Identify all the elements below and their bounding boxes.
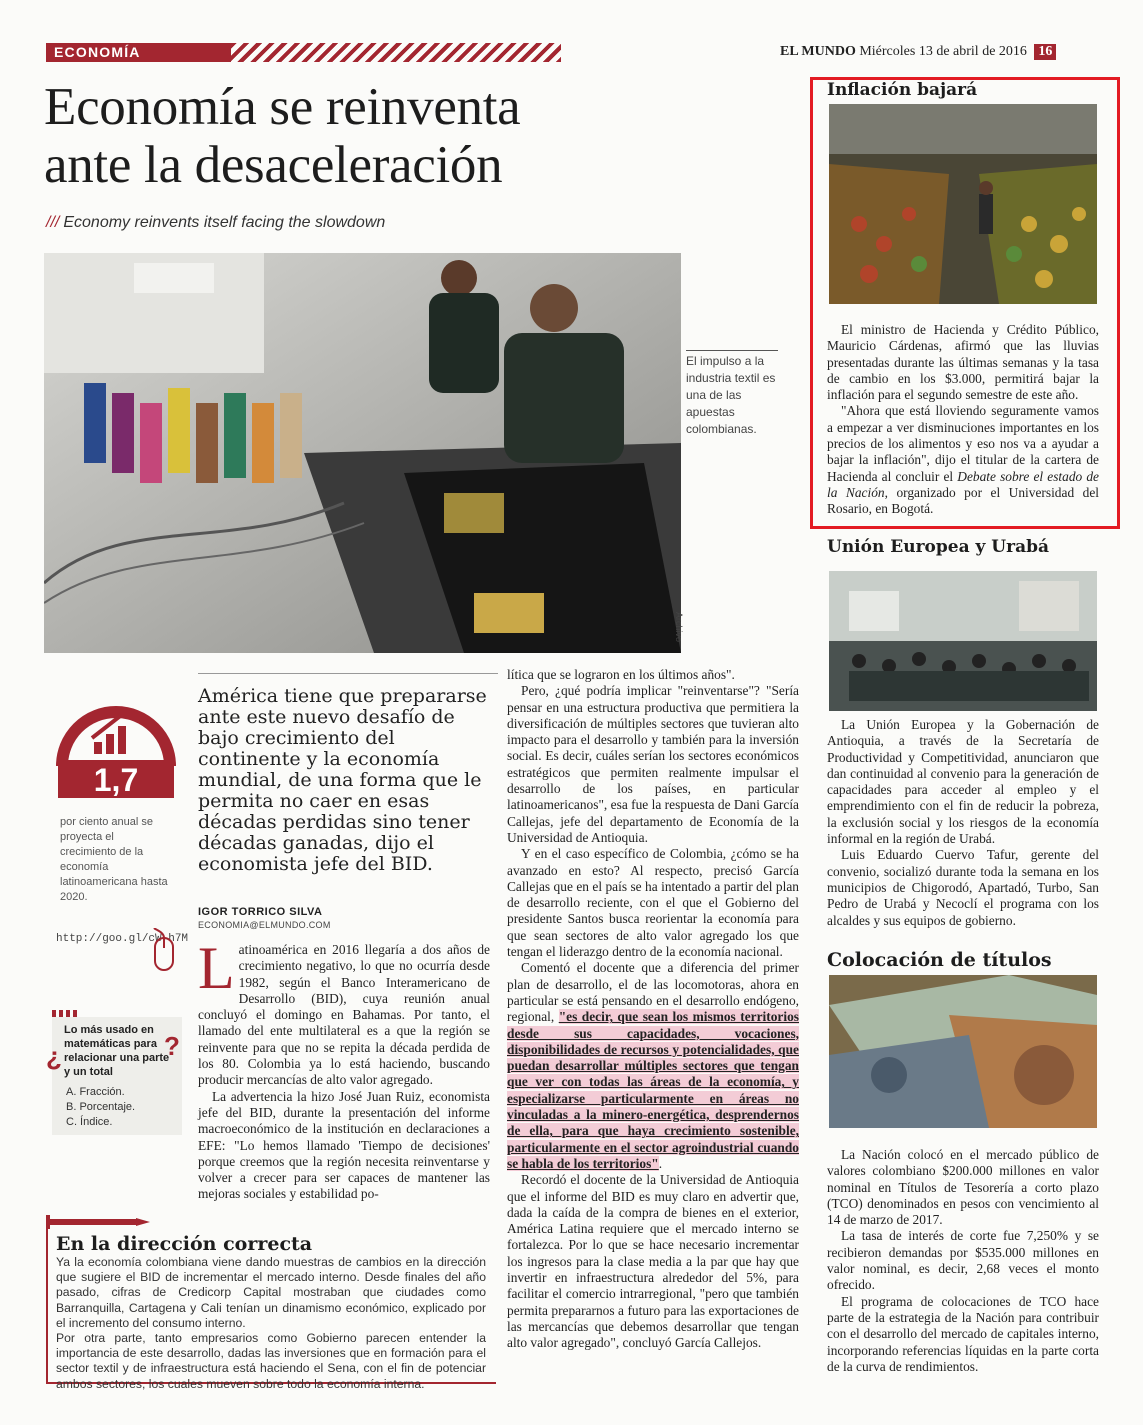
highlighted-quote: "es decir, que sean los mismos territorios desde sus capacidades, vocaciones, disponibilidades de recursos y potencialidades, que puedan desarrollar múltiples sectores que tengan que ver con todas las áreas de la economía, y especializarse particularmente en áreas no vinculadas a la minero-energética, desprendernos de ella, para que haya crecimiento sostenible, particularmente en el sector agroindustrial cuando se habla de los territorios" bbox=[507, 1009, 799, 1171]
growth-rate-value: 1,7 bbox=[93, 762, 139, 798]
meeting-photo bbox=[829, 571, 1097, 711]
paragraph: Por otra parte, tanto empresarios como Gobierno parecen entender la importancia de este desarrollo, dadas las inversiones que en formación para el sector textil y de infraestructura está haciendo el Sena, con el fin de potenciar ambos sectores, los cuales mueven sobre todo la economía interna. bbox=[56, 1331, 486, 1391]
photo-caption: El impulso a la industria textil es una de las apuestas colombianas. bbox=[686, 350, 778, 438]
article-column-1 bbox=[198, 935, 490, 1203]
subhead bbox=[46, 214, 385, 232]
event-name: Debate sobre el estado de la Nación bbox=[827, 468, 1099, 500]
masthead bbox=[780, 44, 1056, 60]
paragraph: El programa de colocaciones de TCO hace parte de la estrategia de la Nación para contribuir con el desarrollo del mercado de capitales interno, incorporando referencias líquidas en la parte corta de la curva de rendimientos. bbox=[827, 1293, 1099, 1374]
paragraph: "Ahora que está lloviendo seguramente vamos a empezar a ver disminuciones importantes en los precios de los alimentos y eso nos va a ayudar a bajar la inflación", dijo el titular de la cartera de Hacienda al concluir el Debate sobre el estado de la Nación, organizado por el Universidad del Rosario, en Bogotá. bbox=[827, 403, 1099, 517]
paragraph: lítica que se lograron en los últimos años". bbox=[507, 667, 735, 682]
quiz-option: A. Fracción. bbox=[66, 1086, 125, 1098]
headline-line-1: Economía se reinventa bbox=[44, 78, 521, 136]
paragraph: Ya la economía colombiana viene dando muestras de cambios en la dirección que sugiere el BID de incrementar el mercado interno. Desde finales del año pasado, cifras de Credicorp Capital mostraban que ciudades como Barranquilla, Cartagena y Cali tenían un dinamismo económico, explicado por el incremento del consumo interno. bbox=[56, 1255, 486, 1330]
pencil-icon bbox=[46, 1215, 156, 1229]
market-produce-photo bbox=[829, 104, 1097, 304]
lead-rule bbox=[198, 673, 498, 674]
section-tag: ECONOMÍA bbox=[46, 43, 231, 62]
photo-credit: Archivo bbox=[674, 612, 684, 643]
paragraph: El ministro de Hacienda y Crédito Público, Mauricio Cárdenas, afirmó que las lluvias presentadas durante las últimas semanas y la tasa de cambio en los $3.000, permitirá bajar la inflación para el segundo semestre de este año. bbox=[827, 322, 1099, 403]
paragraph: La advertencia la hizo José Juan Ruiz, economista jefe del BID, durante la presentación del informe macroeconómico de la institución en declaraciones a EFE: "Lo hemos llamado 'Tiempo de decisiones' porque creemos que la región necesita reinventarse y volver a crecer para ser capaces de mantener las mejoras sociales y estabilidad po- bbox=[198, 1088, 490, 1202]
quiz-option: C. Índice. bbox=[66, 1116, 113, 1128]
paragraph: Luis Eduardo Cuervo Tafur, gerente del convenio, socializó durante toda la semana en los municipios de Chigorodó, Apartadó, Turbo, San Pedro de Urabá y Necoclí el programa con los alcaldes y sus equipos de gobierno. bbox=[827, 847, 1099, 928]
reference-link[interactable]: http://goo.gl/cW,h7M bbox=[56, 933, 189, 945]
paragraph: Y en el caso específico de Colombia, ¿cómo se ha avanzado en esto? Al respecto, precisó García Callejas que en el país se ha intentado a partir del plan de desarrollo reciente, con el que el Gobierno del presidente Santos busca reorientar la economía para que sean sectores de alto valor agregado los que tengan el liderazgo dentro de la economía nacional. bbox=[507, 846, 799, 960]
page-number: 16 bbox=[1034, 44, 1056, 60]
paragraph: La Nación colocó en el mercado público de valores colombiano $200.000 millones en valor nominal en Títulos de Tesorería a corto plazo (TCO) denominados en pesos con vencimiento al 14 de marzo de 2017. bbox=[827, 1147, 1099, 1228]
direction-box-text bbox=[56, 1255, 486, 1392]
headline-line-2: ante la desaceleración bbox=[44, 136, 503, 194]
titles-title: Colocación de títulos bbox=[827, 949, 1052, 971]
paragraph: La Unión Europea y la Gobernación de Antioquia, a través de la Secretaría de Productividad y Competitividad, anunciaron que dan continuidad al convenio para la generación de capacidades para acceder al empleo y el emprendimiento con el fin de reducir la pobreza, la exclusión social y los riesgos de la economía informal en la región de Urabá. bbox=[827, 717, 1099, 847]
quiz-question: Lo más usado en matemáticas para relacionar una parte y un total bbox=[64, 1024, 170, 1078]
paragraph: Comentó el docente que a diferencia del primer plan de desarrollo, el de las locomotoras, ahora en particular se está pensando en el desarrollo endógeno, regional, "es decir, que sean los mismos territorios desde sus capacidades, vocaciones, disponibilidades de recursos y potencialidades, que puedan desarrollar múltiples sectores que tengan que ver con todas las áreas de la economía, y especializarse particularmente en áreas no vinculadas a la minero-energética, desprendernos de ella, para que haya crecimiento sostenible, particularmente en el sector agroindustrial cuando se habla de los territorios". bbox=[507, 960, 799, 1171]
question-mark-icon: ? bbox=[164, 1031, 180, 1061]
byline: IGOR TORRICO SILVA bbox=[198, 906, 323, 918]
author-email[interactable]: ECONOMIA@ELMUNDO.COM bbox=[198, 920, 331, 930]
banknotes-photo bbox=[829, 975, 1097, 1128]
question-mark-icon: ¿ bbox=[46, 1041, 62, 1071]
eu-text bbox=[827, 717, 1099, 929]
subhead-slashes: /// bbox=[46, 214, 60, 231]
section-hatch-decoration bbox=[231, 43, 561, 62]
subhead-text: Economy reinvents itself facing the slowdown bbox=[63, 214, 386, 231]
paragraph: Latinoamérica en 2016 llegaría a dos años de crecimiento negativo, lo que no ocurría desde 1982, según el Banco Interamericano de Desarrollo (BID), cuya reunión anual concluyó el domingo en Bahamas. Por tanto, el llamado del ente multilateral es a que la región se reinvente para que no se repita la década perdida de los 80. Colombia ya lo está haciendo, buscando producir mercancías de alto valor agregado. bbox=[198, 935, 490, 1088]
paper-name: EL MUNDO bbox=[780, 44, 856, 59]
quiz-option: B. Porcentaje. bbox=[66, 1101, 136, 1113]
quiz-box bbox=[46, 1017, 182, 1135]
growth-rate-caption: por ciento anual se proyecta el crecimiento de la economía latinoamericana hasta 2020. bbox=[60, 816, 168, 903]
inflation-text bbox=[827, 322, 1099, 518]
paragraph: Recordó el docente de la Universidad de Antioquia que el informe del BID es muy claro en advertir que, dada la caída de la compra de bienes en el exterior, América Latina requiere que el mercado interno se fortalezca. Por lo que se hace necesario incrementar los ingresos para la clase media a la par que hay que invertir en infraestructura alrededor del 5%, para facilitar el comercio intrarregional, "pero que también permita prepararnos a futuro para las exportaciones de las mercancías que debemos desarrollar que tengan alto valor agregado", concluyó García Callejos. bbox=[507, 1172, 799, 1351]
drop-cap: L bbox=[198, 935, 235, 1001]
headline bbox=[44, 78, 744, 194]
paragraph: La tasa de interés de corte fue 7,250% y se recibieron demandas por $535.000 millones en valor nominal, es decir, 2,68 veces el monto ofrecido. bbox=[827, 1228, 1099, 1293]
lead-paragraph: América tiene que prepararse ante este nuevo desafío de bajo crecimiento del continente y la economía mundial, de una forma que le permita no caer en esas décadas perdidas sino tener décadas ganadas, dijo el economista jefe del BID. bbox=[198, 685, 487, 875]
issue-date: Miércoles 13 de abril de 2016 bbox=[859, 44, 1027, 59]
titles-text bbox=[827, 1147, 1099, 1375]
mouse-icon bbox=[152, 928, 176, 974]
article-column-2 bbox=[507, 667, 799, 1351]
quiz-stripe-decoration bbox=[52, 1010, 80, 1017]
textile-factory-photo bbox=[44, 253, 681, 653]
inflation-title: Inflación bajará bbox=[827, 80, 978, 100]
quiz-options bbox=[66, 1085, 135, 1130]
direction-box-title: En la dirección correcta bbox=[56, 1233, 313, 1255]
eu-title: Unión Europea y Urabá bbox=[827, 537, 1050, 557]
paragraph: Pero, ¿qué podría implicar "reinventarse"? "Sería pensar en una estructura productiva que permitiera la diversificación de múltiples sectores que tuvieran alto impacto para el desarrollo y también para la inversión social. Es decir, cuáles serían los sectores económicos estratégicos que permiten realmente impulsar el desarrollo de los países, en particular latinoamericanos", esa fue la respuesta de Dani García Callejas, jefe del departamento de Economía de la Universidad de Antioquia. bbox=[507, 683, 799, 845]
